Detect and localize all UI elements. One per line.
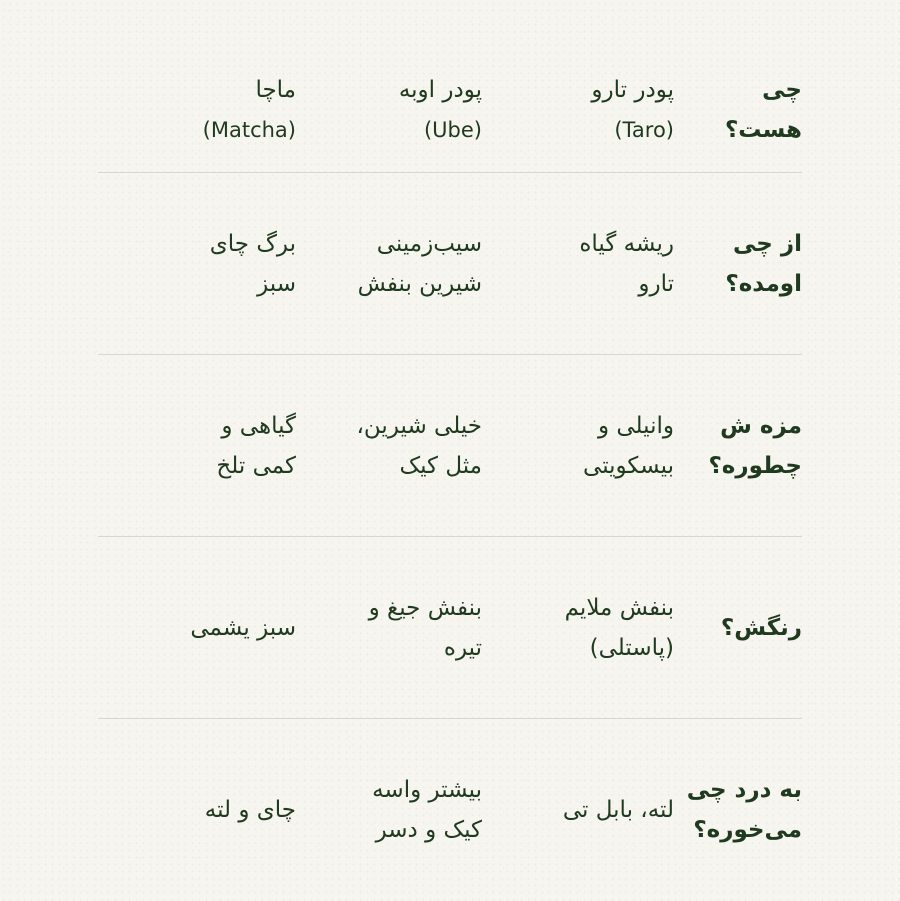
- table-cell-taro: [482, 406, 674, 486]
- table-cell-ube: [296, 406, 482, 486]
- taste-taro: وانیلی و بیسکویتی: [583, 412, 674, 479]
- table-cell-matcha: [98, 406, 296, 486]
- taste-ube: خیلی شیرین، مثل کیک: [356, 412, 482, 479]
- color-ube: بنفش جیغ و تیره: [368, 594, 482, 661]
- header-label-cell: [674, 70, 802, 150]
- color-taro: بنفش ملایم (پاستلی): [564, 594, 674, 661]
- row-label-cell: [674, 608, 802, 648]
- row-label-use: به درد چی می‌خوره؟: [686, 777, 802, 843]
- origin-matcha: برگ چای سبز: [209, 230, 296, 297]
- row-label-taste: مزه ش چطوره؟: [708, 412, 802, 479]
- header-matcha-latin: (Matcha): [202, 118, 296, 142]
- origin-ube: سیب‌زمینی شیرین بنفش: [357, 230, 482, 297]
- table-cell-taro: [482, 224, 674, 304]
- row-label-cell: [674, 770, 802, 850]
- header-taro-name: پودر تارو: [591, 77, 674, 103]
- header-ube-latin: (Ube): [423, 118, 482, 142]
- row-label-origin: از چی اومده؟: [725, 230, 802, 297]
- table-cell-ube: [296, 224, 482, 304]
- table-cell-ube: [296, 770, 482, 850]
- comparison-table: [98, 48, 802, 901]
- header-matcha-name: ماچا: [255, 77, 296, 103]
- table-cell-taro: [482, 790, 674, 830]
- table-row-color: [98, 537, 802, 719]
- table-cell-taro: [482, 588, 674, 668]
- row-label-cell: [674, 224, 802, 304]
- header-ube-cell: [296, 70, 482, 150]
- table-row-taste: [98, 355, 802, 537]
- use-ube: بیشتر واسه کیک و دسر: [372, 777, 482, 843]
- color-matcha: سبز یشمی: [190, 614, 296, 641]
- use-taro: لته، بابل تی: [562, 797, 674, 823]
- header-taro-latin: (Taro): [614, 118, 674, 142]
- table-cell-matcha: [98, 608, 296, 648]
- header-matcha-cell: [98, 70, 296, 150]
- table-cell-matcha: [98, 224, 296, 304]
- taste-matcha: گیاهی و کمی تلخ: [216, 412, 296, 479]
- table-row-use: [98, 719, 802, 901]
- header-ube-name: پودر اوبه: [398, 77, 482, 103]
- row-label-cell: [674, 406, 802, 486]
- table-header-row: [98, 48, 802, 173]
- use-matcha: چای و لته: [204, 797, 296, 823]
- header-taro-cell: [482, 70, 674, 150]
- table-cell-matcha: [98, 790, 296, 830]
- table-row-origin: [98, 173, 802, 355]
- origin-taro: ریشه گیاه تارو: [579, 230, 674, 297]
- row-label-color: رنگش؟: [720, 614, 802, 641]
- table-cell-ube: [296, 588, 482, 668]
- header-label: چی هست؟: [724, 77, 802, 143]
